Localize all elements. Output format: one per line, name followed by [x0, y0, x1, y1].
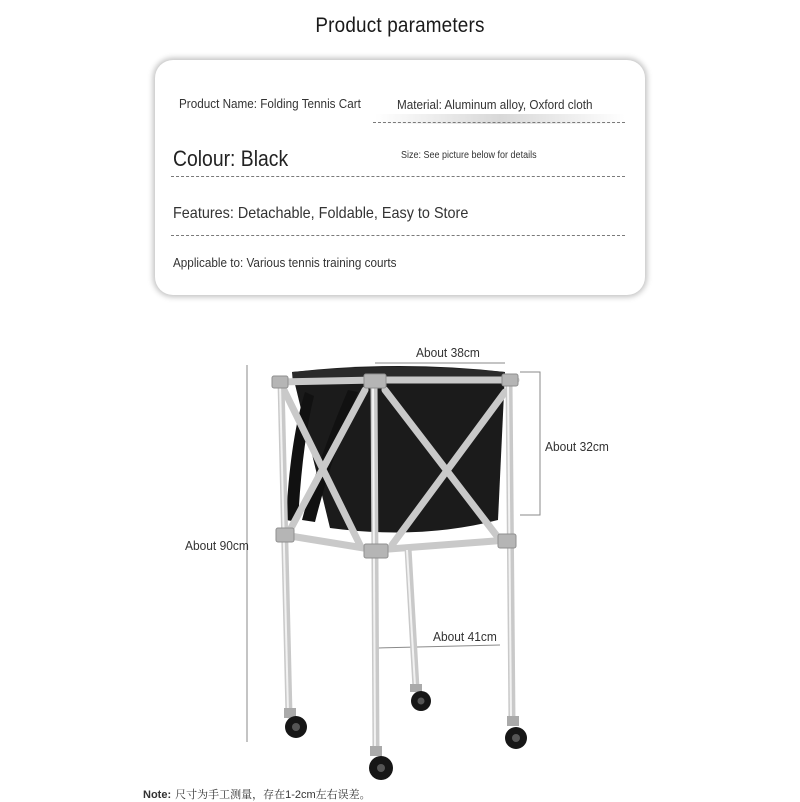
product-name-text: Product Name: Folding Tennis Cart [179, 96, 361, 111]
depth-label: About 32cm [545, 439, 609, 454]
note-text: 尺寸为手工测量，存在1-2cm左右误差。 [175, 789, 371, 801]
note-label: Note: [143, 789, 172, 801]
features-text: Features: Detachable, Foldable, Easy to Store [173, 205, 469, 222]
width-label: About 38cm [416, 345, 480, 360]
wheels [284, 684, 527, 780]
material-text: Material: Aluminum alloy, Oxford cloth [397, 97, 593, 112]
colour-text: Colour: Black [173, 146, 289, 171]
size-text: Size: See picture below for details [401, 150, 537, 161]
height-label: About 90cm [185, 538, 249, 553]
applicable-text: Applicable to: Various tennis training courts [173, 255, 397, 270]
base-label: About 41cm [433, 629, 497, 644]
page-title: Product parameters [315, 14, 485, 37]
